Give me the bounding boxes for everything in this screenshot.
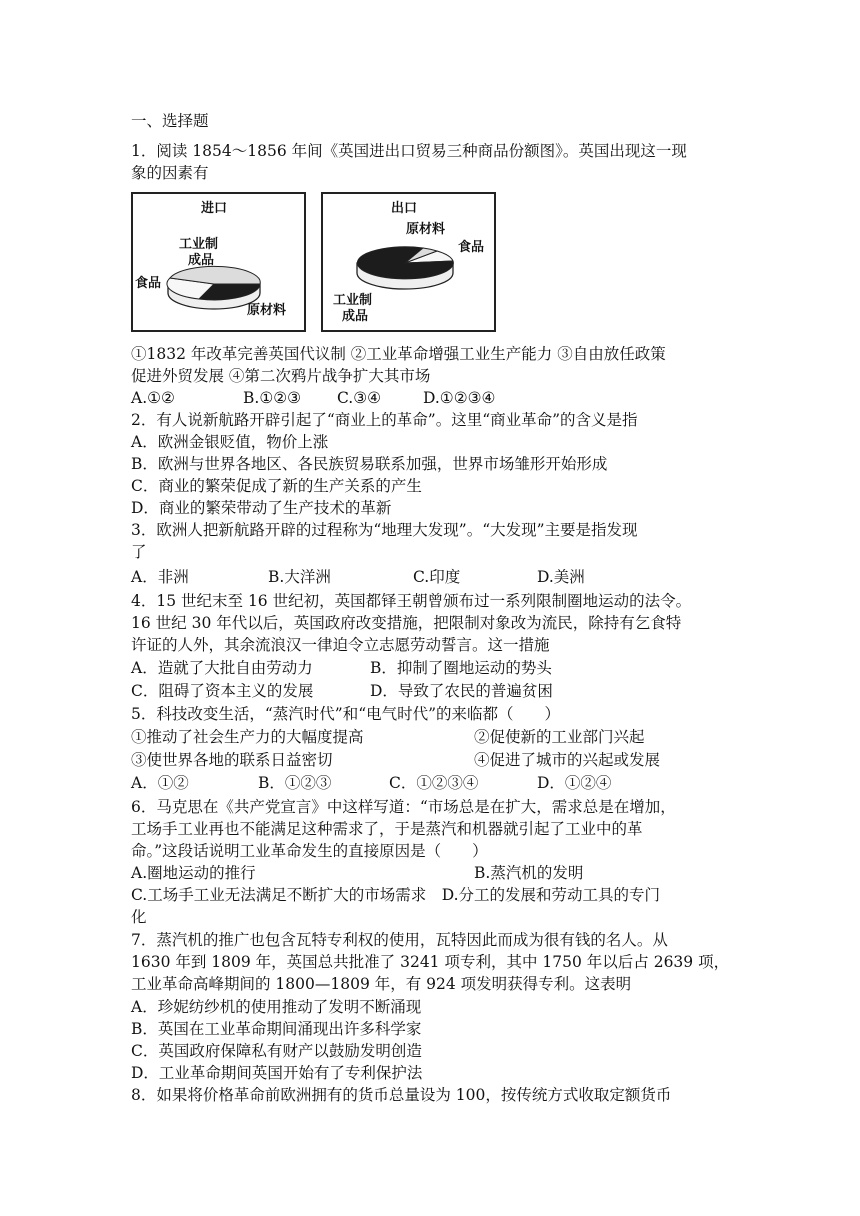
q5-item-3: ③使世界各地的联系日益密切 — [131, 751, 333, 769]
q7-option-d: D．工业革命期间英国开始有了专利保护法 — [131, 1064, 423, 1082]
q2-option-c: C．商业的繁荣促成了新的生产关系的产生 — [131, 477, 422, 495]
q1-stem-line-1: 1．阅读 1854～1856 年间《英国进出口贸易三种商品份额图》。英国出现这一现 — [131, 142, 687, 160]
q5-option-b: B．①②③ — [258, 774, 332, 792]
q7-stem-line-2: 1630 年到 1809 年，英国总共批准了 3241 项专利，其中 1750 年以后占 2639 项， — [131, 953, 730, 971]
q1-option-d: D.①②③④ — [423, 389, 496, 407]
q4-stem-line-1: 4．15 世纪末至 16 世纪初，英国都铎王朝曾颁布过一系列限制圈地运动的法令。 — [131, 592, 692, 610]
import-label-industrial-2: 成品 — [188, 253, 215, 268]
q6-option-a: A.圈地运动的推行 — [131, 864, 256, 882]
q1-option-b: B.①②③ — [243, 389, 302, 407]
q5-option-c: C．①②③④ — [389, 774, 479, 792]
q6-option-b: B.蒸汽机的发明 — [474, 864, 584, 882]
q4-option-c: C．阻碍了资本主义的发展 — [131, 682, 314, 700]
q5-option-a: A．①② — [131, 774, 189, 792]
export-chart-title: 出口 — [391, 201, 418, 216]
q3-option-b: B.大洋洲 — [268, 568, 331, 586]
q7-stem-line-3: 工业革命高峰期间的 1800—1809 年，有 924 项发明获得专利。这表明 — [131, 975, 632, 993]
export-label-industrial-1: 工业制 — [333, 293, 373, 308]
q6-option-cd-line-1: C.工场手工业无法满足不断扩大的市场需求 D.分工的发展和劳动工具的专门 — [131, 886, 661, 904]
q6-stem-line-1: 6．马克思在《共产党宣言》中这样写道：“市场总是在扩大，需求总是在增加， — [131, 798, 676, 816]
export-label-raw-materials: 原材料 — [406, 222, 446, 237]
q1-factors-line-2: 促进外贸发展 ④第二次鸦片战争扩大其市场 — [131, 367, 431, 385]
q4-stem-line-2: 16 世纪 30 年代以后，英国政府改变措施，把限制对象改为流民，除持有乞食特 — [131, 614, 682, 632]
import-label-food: 食品 — [135, 276, 162, 291]
q4-stem-line-3: 许证的人外，其余流浪汉一律迫令立志愿劳动誓言。这一措施 — [131, 636, 550, 654]
q3-stem-line-1: 3．欧洲人把新航路开辟的过程称为“地理大发现”。“大发现”主要是指发现 — [131, 521, 638, 539]
q3-stem-line-2: 了 — [131, 543, 147, 561]
q7-option-c: C．英国政府保障私有财产以鼓励发明创造 — [131, 1042, 422, 1060]
q7-option-b: B．英国在工业革命期间涌现出许多科学家 — [131, 1020, 422, 1038]
import-chart-title: 进口 — [201, 201, 228, 216]
q6-stem-line-3: 命。”这段话说明工业革命发生的直接原因是（ ） — [131, 842, 488, 860]
q5-item-4: ④促进了城市的兴起或发展 — [474, 751, 661, 769]
q3-option-a: A．非洲 — [131, 568, 189, 586]
q7-stem-line-1: 7．蒸汽机的推广也包含瓦特专利权的使用，瓦特因此而成为很有钱的名人。从 — [131, 931, 668, 949]
q3-option-d: D.美洲 — [537, 568, 585, 586]
export-label-industrial-2: 成品 — [342, 309, 369, 324]
q2-stem: 2．有人说新航路开辟引起了“商业上的革命”。这里“商业革命”的含义是指 — [131, 411, 638, 429]
q4-option-b: B．抑制了圈地运动的势头 — [370, 659, 552, 677]
q5-item-1: ①推动了社会生产力的大幅度提高 — [131, 728, 364, 746]
import-label-industrial-1: 工业制 — [179, 237, 219, 252]
q8-stem-line-1: 8．如果将价格革命前欧洲拥有的货币总量设为 100，按传统方式收取定额货币 — [131, 1086, 672, 1104]
q4-option-d: D．导致了农民的普遍贫困 — [370, 682, 553, 700]
q2-option-d: D．商业的繁荣带动了生产技术的革新 — [131, 499, 392, 517]
q7-option-a: A．珍妮纺纱机的使用推动了发明不断涌现 — [131, 998, 422, 1016]
q5-stem: 5．科技改变生活，“蒸汽时代”和“电气时代”的来临都（ ） — [131, 705, 561, 723]
q4-option-a: A．造就了大批自由劳动力 — [131, 659, 313, 677]
q3-option-c: C.印度 — [413, 568, 461, 586]
q1-option-a: A.①② — [131, 389, 175, 407]
import-pie-figure — [131, 192, 306, 332]
q1-stem-line-2: 象的因素有 — [131, 164, 209, 182]
import-label-raw-materials: 原材料 — [247, 303, 287, 318]
q6-stem-line-2: 工场手工业再也不能满足这种需求了，于是蒸汽和机器就引起了工业中的革 — [131, 820, 643, 838]
q2-option-a: A．欧洲金银贬值，物价上涨 — [131, 433, 329, 451]
export-pie-figure — [321, 192, 496, 332]
q5-item-2: ②促使新的工业部门兴起 — [474, 728, 645, 746]
section-title: 一、选择题 — [131, 112, 209, 130]
q1-factors-line-1: ①1832 年改革完善英国代议制 ②工业革命增强工业生产能力 ③自由放任政策 — [131, 345, 666, 363]
q6-option-cd-line-2: 化 — [131, 908, 147, 926]
q1-option-c: C.③④ — [337, 389, 382, 407]
export-label-food: 食品 — [458, 240, 485, 255]
q5-option-d: D．①②④ — [537, 774, 612, 792]
q2-option-b: B．欧洲与世界各地区、各民族贸易联系加强，世界市场雏形开始形成 — [131, 455, 608, 473]
